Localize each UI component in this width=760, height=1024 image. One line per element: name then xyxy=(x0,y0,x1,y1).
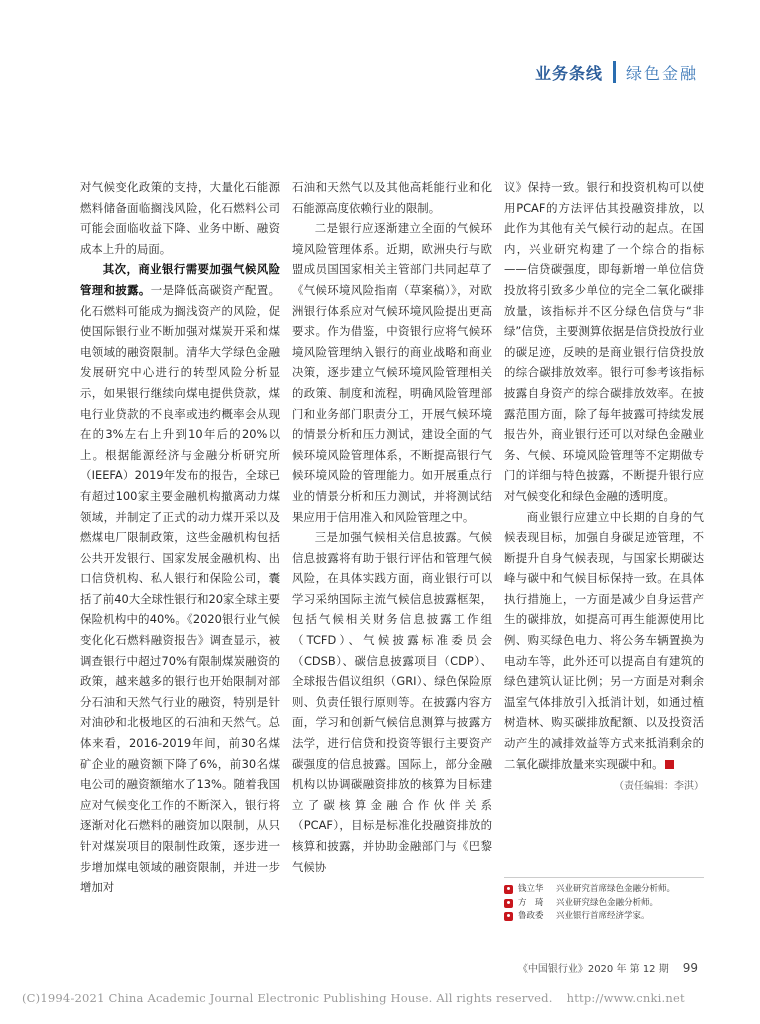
author-desc: 兴业研究绿色金融分析师。 xyxy=(556,897,659,908)
editor-credit: （责任编辑：李淇） xyxy=(614,781,704,793)
header-divider xyxy=(613,61,616,83)
person-icon xyxy=(504,885,513,894)
author-note xyxy=(504,897,704,911)
paragraph-lead: 其次，商业银行需要加强气候风险管理和披露。 xyxy=(80,262,280,297)
paragraph: 对气候变化政策的支持，大量化石能源燃料储备面临搁浅风险，化石燃料公司可能会面临收益下降、业务中断、融资成本上升的局面。 xyxy=(80,180,280,256)
paragraph: 商业银行应建立中长期的自身的气候表现目标，加强自身碳足迹管理，不断提升自身气候表现，与国家长期碳达峰与碳中和气候目标保持一致。在具体执行措施上，一方面是减少自身运营产生的碳排放，如提高可再生能源使用比例、购买绿色电力、将公务车辆置换为电动车等，此外还可以提高自有建筑的绿色建筑认证比例；另一方面是对剩余温室气体排放引入抵消计划，如通过植树造林、购买碳排放配额、以及投资活动产生的减排效益等方式来抵消剩余的二氧化碳排放量来实现碳中和。 xyxy=(504,509,704,771)
paragraph: 三是加强气候相关信息披露。气候信息披露将有助于银行评估和管理气候风险，在具体实践方面，商业银行可以学习采纳国际主流气候信息披露框架，包括气候相关财务信息披露工作组（TCFD）、气候披露标准委员会（CDSB）、碳信息披露项目（CDP）、全球报告倡议组织（GRI）、绿色保险原则、负责任银行原则等。在披露内容方面，学习和创新气候信息测算与披露方法学，进行信贷和投资等银行主要资产碳强度的信息披露。国际上，部分金融机构以协调碳融资排放的核算为目标建立了碳核算金融合作伙伴关系（PCAF），目标是标准化投融资排放的核算和披露，并协助金融部门与《巴黎气候协 xyxy=(292,530,492,874)
text-column-3 xyxy=(504,177,704,796)
author-desc: 兴业研究首席绿色金融分析师。 xyxy=(556,884,676,894)
end-of-article-icon xyxy=(665,760,674,769)
author-note xyxy=(504,883,704,897)
page-header xyxy=(535,60,698,84)
text-column-2 xyxy=(292,177,492,877)
copyright-text: (C)1994-2021 China Academic Journal Electronic Publishing House. All rights reserved. xyxy=(22,991,553,1005)
author-name: 钱立华 xyxy=(518,884,544,894)
author-desc: 兴业银行首席经济学家。 xyxy=(556,911,650,921)
paragraph: 其次，商业银行需要加强气候风险管理和披露。一是降低高碳资产配置。化石燃料可能成为搁浅资产的风险，促使国际银行业不断加强对煤炭开采和煤电领域的融资限制。清华大学绿色金融发展研究中心进行的转型风险分析显示，如果银行继续向煤电提供贷款，煤电行业贷款的不良率或违约概率会从现在的3%左右上升到10年后的20%以上。根据能源经济与金融分析研究所（IEEFA）2019年发布的报告，全球已有超过100家主要金融机构撤离动力煤领域，并制定了正式的动力煤开采以及燃煤电厂限制政策，这些金融机构包括公共开发银行、国家发展金融机构、出口信贷机构、私人银行和保险公司，囊括了前40大全球性银行和20家全球主要保险机构中的40%。《2020银行业气候变化化石燃料融资报告》调查显示，被调查银行中超过70%有限制煤炭融资的政策，越来越多的银行也开始限制对部分石油和天然气行业的融资，特别是针对油砂和北极地区的石油和天然气。总体来看，2016-2019年间，前30名煤矿企业的融资额下降了6%，前30名煤电公司的融资额缩水了13%。随着我国应对气候变化工作的不断深入，银行将逐渐对化石燃料的融资加以限制，从只针对煤炭项目的限制性政策，逐步进一步增加煤电领域的融资限制，并进一步增加对 xyxy=(80,262,280,895)
author-note xyxy=(504,910,704,924)
copyright-line xyxy=(22,991,685,1005)
topic-label: 绿色金融 xyxy=(625,63,698,83)
page-footer xyxy=(518,960,698,975)
paragraph: 议》保持一致。银行和投资机构可以使用PCAF的方法评估其投融资排放，以此作为其他有关气候行动的起点。在国内，兴业研究构建了一个综合的指标——信贷碳强度，即每新增一单位信贷投放将引致多少单位的完全二氧化碳排放量，该指标并不区分绿色信贷与“非绿”信贷，主要测算依据是信贷投放行业的碳足迹，反映的是商业银行信贷投放的综合碳排放效率。银行可参考该指标披露自身资产的综合碳排放效率。在披露范围方面，除了每年披露可持续发展报告外，商业银行还可以对绿色金融业务、气候、环境风险管理等不定期做专门的详细与特色披露，不断提升银行应对气候变化和绿色金融的透明度。 xyxy=(504,180,704,503)
author-notes xyxy=(504,877,704,924)
copyright-url: http://www.cnki.net xyxy=(566,991,685,1005)
page-number: 99 xyxy=(682,961,698,975)
person-icon xyxy=(504,912,513,921)
author-name: 方 琦 xyxy=(518,897,544,908)
text-column-1 xyxy=(80,177,280,898)
section-label: 业务条线 xyxy=(534,63,603,83)
person-icon xyxy=(504,899,513,908)
paragraph: 二是银行应逐渐建立全面的气候环境风险管理体系。近期，欧洲央行与欧盟成员国国家相关主管部门共同起草了《气候环境风险指南（草案稿）》，对欧洲银行体系应对气候环境风险提出更高要求。作为借鉴，中资银行应将气候环境风险管理纳入银行的商业战略和商业决策，逐步建立气候环境风险管理相关的政策、制度和流程，明确风险管理部门和业务部门职责分工，开展气候环境的情景分析和压力测试，建设全面的气候环境风险管理体系，不断提高银行气候环境风险的管理能力。如开展重点行业的情景分析和压力测试，并将测试结果应用于信用准入和风险管理之中。 xyxy=(292,221,492,524)
paragraph: 石油和天然气以及其他高耗能行业和化石能源高度依赖行业的限制。 xyxy=(292,180,492,215)
journal-issue: 《中国银行业》2020 年 第 12 期 xyxy=(517,964,669,975)
author-name: 鲁政委 xyxy=(518,911,544,921)
